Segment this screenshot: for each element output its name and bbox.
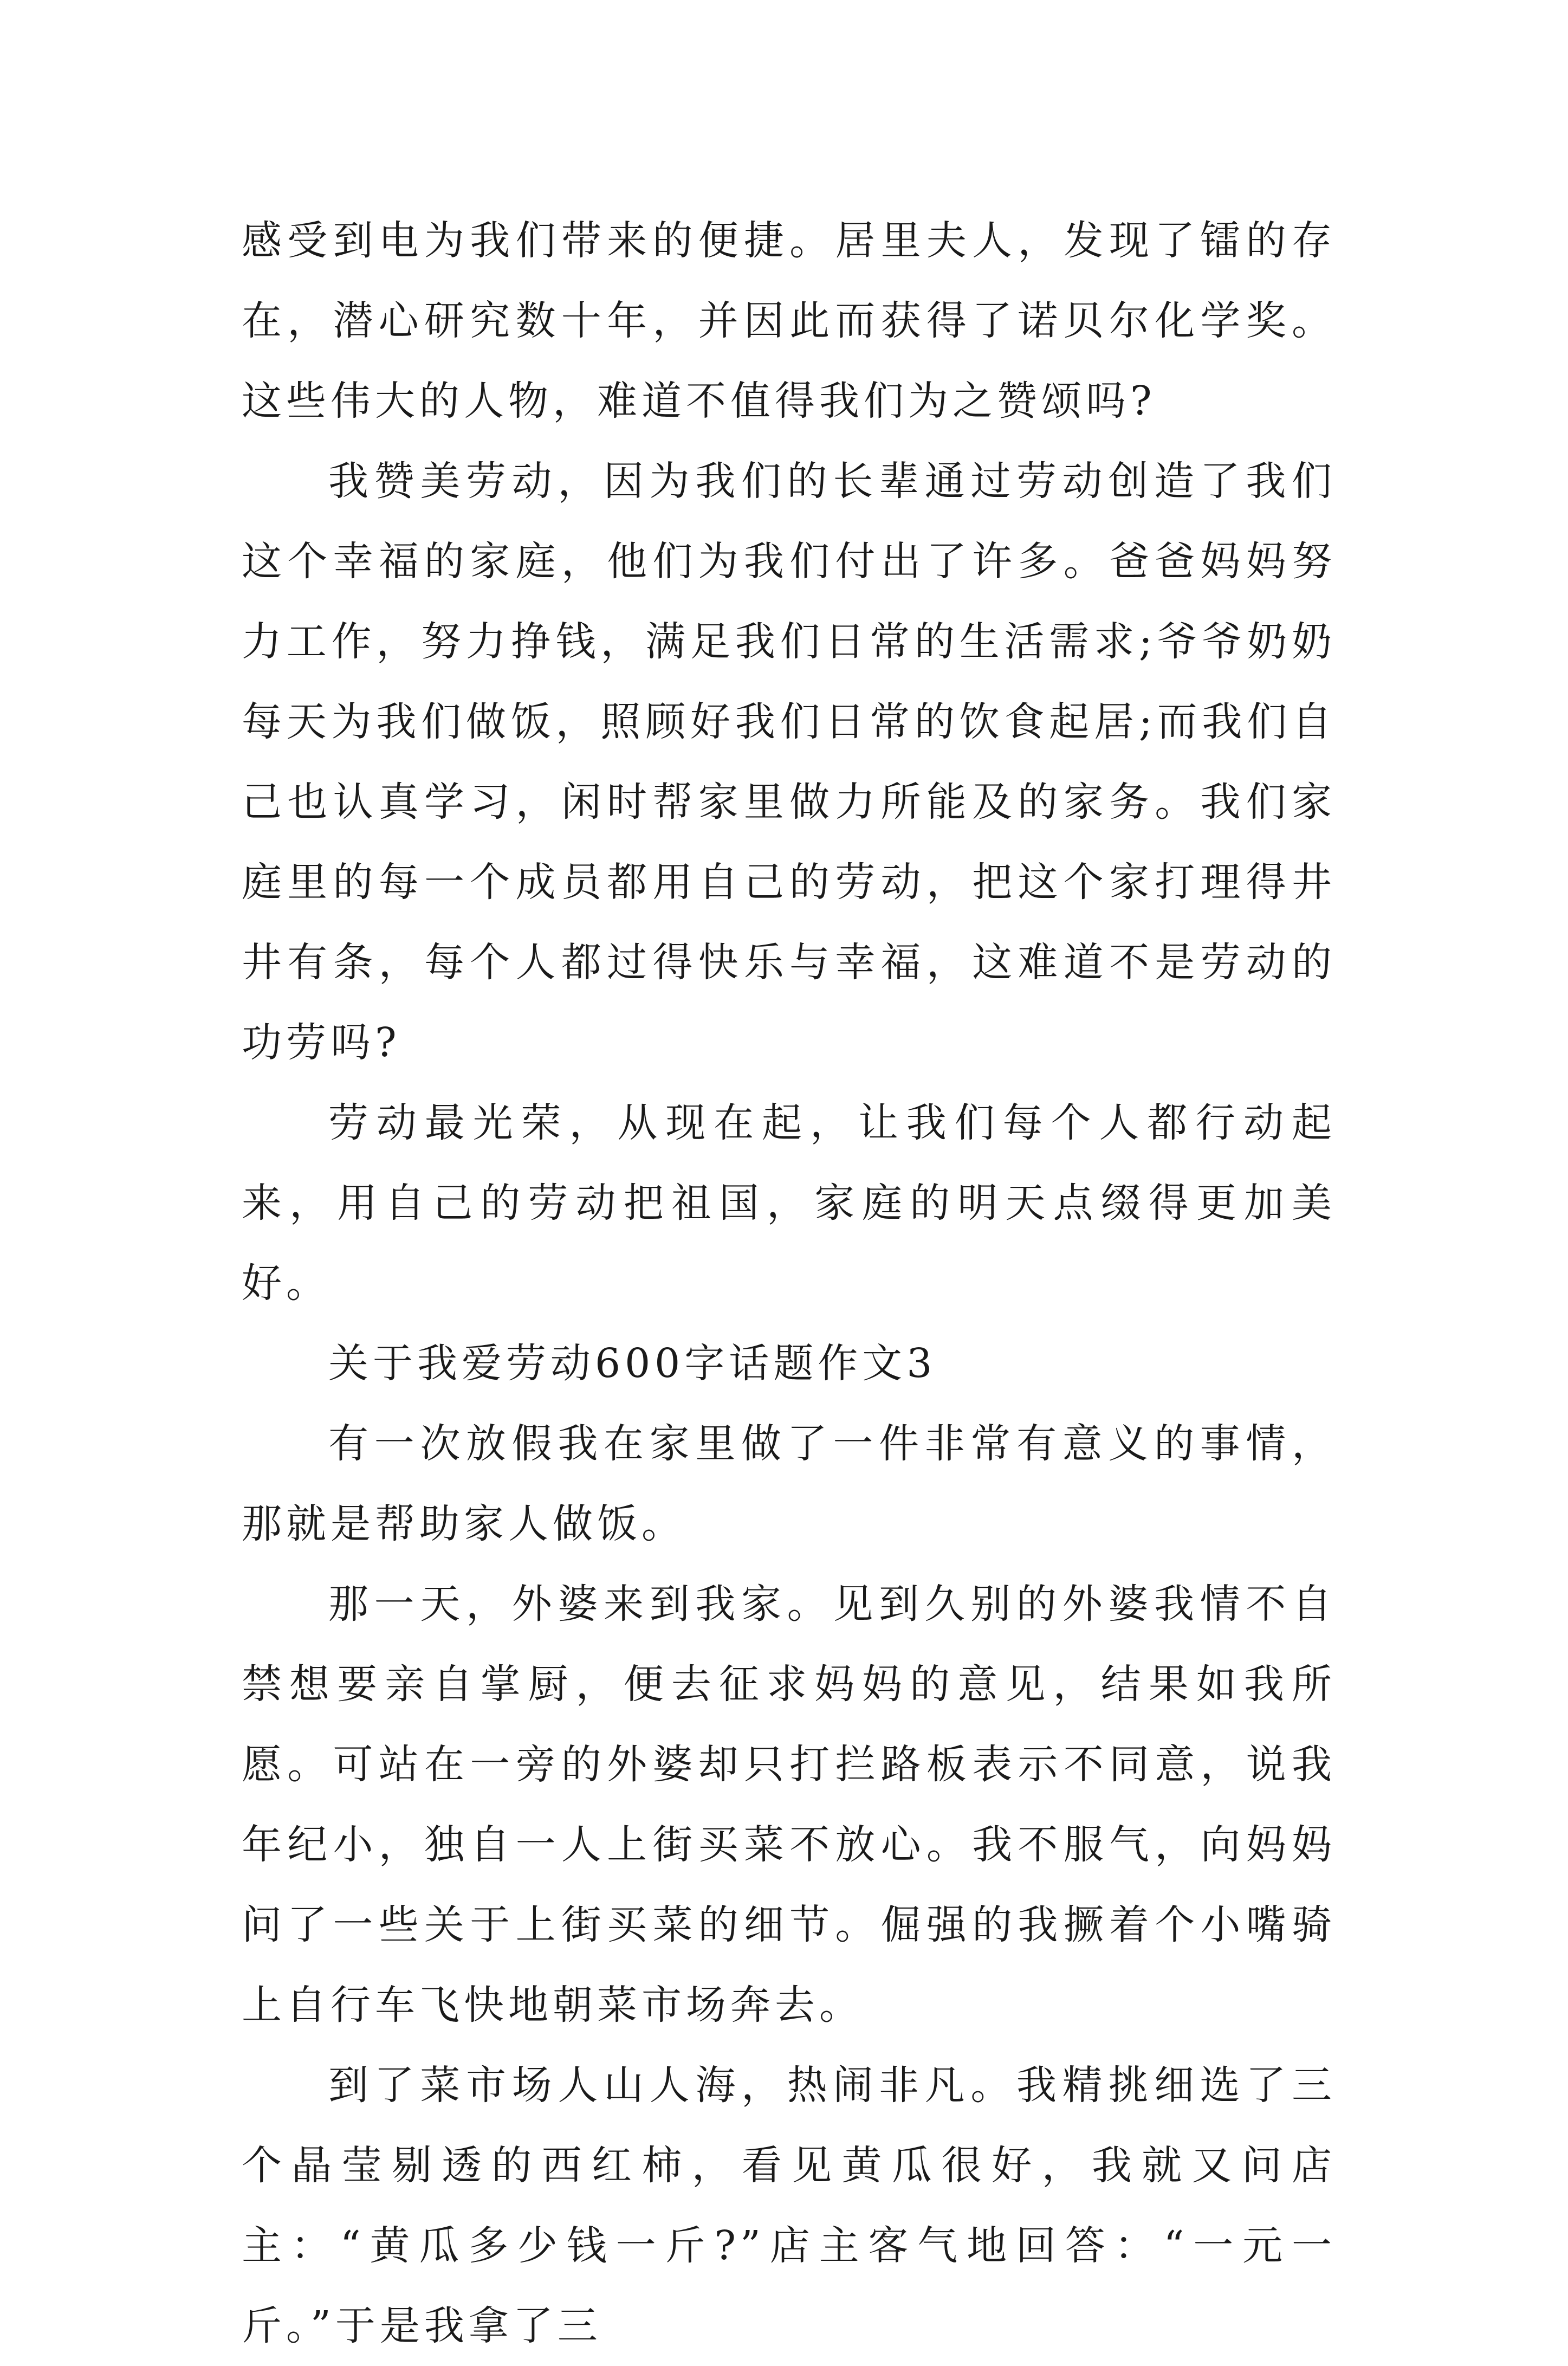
section-heading: 关于我爱劳动600字话题作文3 bbox=[328, 1340, 937, 1387]
paragraph-5: 那一天，外婆来到我家。见到久别的外婆我情不自禁想要亲自掌厨，便去征求妈妈的意见，结果如我所愿。可站在一旁的外婆却只打拦路板表示不同意，说我年纪小，独自一人上街买菜不放心。我不服气，向妈妈问了一些关于上街买菜的细节。倔强的我撅着个小嘴骑上自行车飞快地朝菜市场奔去。 bbox=[242, 1581, 1336, 2028]
paragraph-1: 感受到电为我们带来的便捷。居里夫人，发现了镭的存在，潜心研究数十年，并因此而获得了诺贝尔化学奖。这些伟大的人物，难道不值得我们为之赞颂吗? bbox=[242, 217, 1336, 424]
paragraph-2: 我赞美劳动，因为我们的长辈通过劳动创造了我们这个幸福的家庭，他们为我们付出了许多。爸爸妈妈努力工作，努力挣钱，满足我们日常的生活需求;爷爷奶奶每天为我们做饭，照顾好我们日常的饮食起居;而我们自己也认真学习，闲时帮家里做力所能及的家务。我们家庭里的每一个成员都用自己的劳动，把这个家打理得井井有条，每个人都过得快乐与幸福，这难道不是劳动的功劳吗? bbox=[242, 458, 1336, 1066]
paragraph-4: 有一次放假我在家里做了一件非常有意义的事情，那就是帮助家人做饭。 bbox=[242, 1420, 1336, 1547]
paragraph-6: 到了菜市场人山人海，热闹非凡。我精挑细选了三个晶莹剔透的西红柿，看见黄瓜很好，我就又问店主：“黄瓜多少钱一斤?”店主客气地回答：“一元一斤。”于是我拿了三 bbox=[242, 2062, 1336, 2349]
document-body bbox=[242, 201, 1336, 2366]
paragraph-3: 劳动最光荣，从现在起，让我们每个人都行动起来，用自己的劳动把祖国，家庭的明天点缀得更加美好。 bbox=[242, 1100, 1336, 1307]
